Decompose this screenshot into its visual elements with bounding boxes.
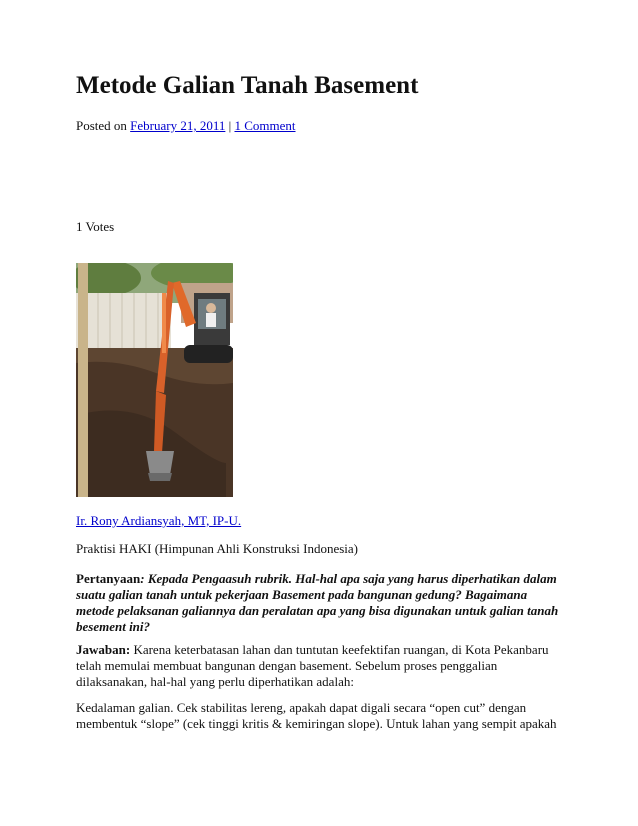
comment-count-link[interactable]: 1 Comment xyxy=(234,118,296,133)
author-link[interactable]: Ir. Rony Ardiansyah, MT, IP-U. xyxy=(76,513,242,528)
body-paragraph: Kedalaman galian. Cek stabilitas lereng, apakah dapat digali secara “open cut” dengan membentuk “slope” (cek tinggi kritis & kemiringan slope). Untuk lahan yang sempit apakah xyxy=(76,700,557,731)
question-paragraph xyxy=(76,571,568,635)
answer-paragraph xyxy=(76,642,568,690)
question-text: : Kepada Pengaasuh rubrik. Hal-hal apa saja yang harus diperhatikan dalam suatu galian tanah untuk pekerjaan Basement pada bangunan gedung? Bagaimana metode pelaksanan galiannya dan peralatan apa yang bisa digunakan untuk galian tanah besement ini? xyxy=(76,571,559,634)
author-affiliation: Praktisi HAKI (Himpunan Ahli Konstruksi Indonesia) xyxy=(76,541,359,556)
posted-prefix: Posted on xyxy=(76,118,127,133)
meta-separator: | xyxy=(228,118,232,133)
article-title: Metode Galian Tanah Basement xyxy=(76,72,419,99)
question-label: Pertanyaan xyxy=(76,571,141,586)
vote-count: 1 Votes xyxy=(76,219,115,234)
answer-text: Karena keterbatasan lahan dan tuntutan keefektifan ruangan, di Kota Pekanbaru telah memulai membuat bangunan dengan basement. Sebelum proses penggalian dilaksanakan, hal-hal yang perlu diperhatikan adalah: xyxy=(76,642,549,689)
excavator-photo xyxy=(76,263,233,497)
post-meta xyxy=(76,118,296,134)
answer-label: Jawaban: xyxy=(76,642,131,657)
post-date-link[interactable]: February 21, 2011 xyxy=(130,118,226,133)
